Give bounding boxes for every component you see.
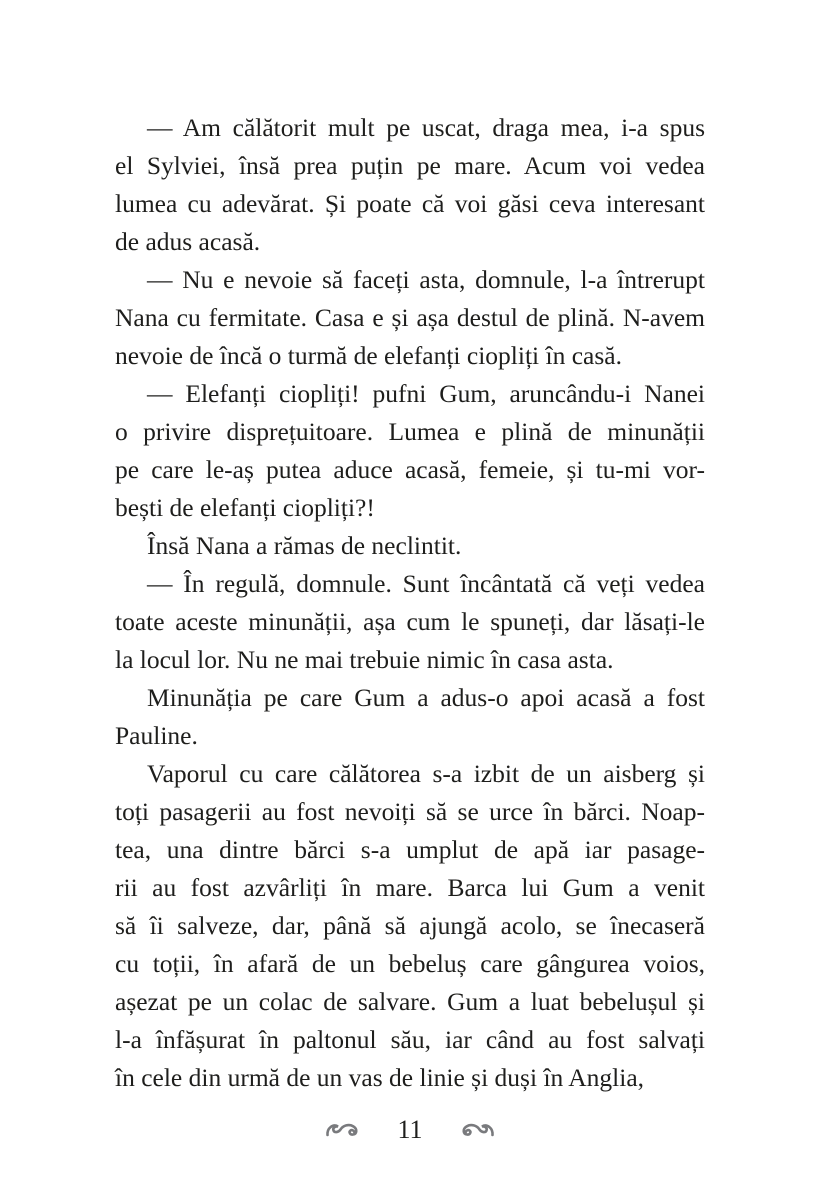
text-line: de adus acasă. bbox=[115, 227, 261, 256]
paragraph bbox=[115, 375, 705, 527]
text-line: la locul lor. Nu ne mai trebuie nimic în casa asta. bbox=[115, 645, 614, 674]
text-line: — În regulă, domnule. Sunt încântată că veți vedea bbox=[147, 569, 705, 598]
text-line: — Elefanți ciopliți! pufni Gum, aruncându-i Nanei bbox=[147, 379, 705, 408]
page-number: 11 bbox=[397, 1115, 423, 1144]
page-text bbox=[115, 109, 705, 1097]
text-line: toți pasagerii au fost nevoiți să se urce în bărci. Noap- bbox=[115, 797, 705, 826]
text-line: să îi salveze, dar, până să ajungă acolo, se înecaseră bbox=[115, 911, 705, 940]
text-line: o privire disprețuitoare. Lumea e plină de minunății bbox=[115, 417, 705, 446]
text-line: pe care le-aș putea aduce acasă, femeie, și tu-mi vor- bbox=[115, 455, 705, 484]
paragraph bbox=[115, 679, 705, 755]
text-line: el Sylviei, însă prea puțin pe mare. Acum voi vedea bbox=[115, 151, 705, 180]
text-line: Însă Nana a rămas de neclintit. bbox=[147, 531, 462, 560]
text-line: Vaporul cu care călătorea s-a izbit de un aisberg și bbox=[147, 759, 705, 788]
text-line: rii au fost azvârliți în mare. Barca lui Gum a venit bbox=[115, 873, 705, 902]
text-line: în cele din urmă de un vas de linie și duși în Anglia, bbox=[115, 1063, 645, 1092]
page-footer bbox=[0, 1112, 820, 1148]
paragraph bbox=[115, 565, 705, 679]
paragraph bbox=[115, 261, 705, 375]
text-line: Nana cu fermitate. Casa e și așa destul de plină. N-avem bbox=[115, 303, 705, 332]
text-line: lumea cu adevărat. Și poate că voi găsi ceva interesant bbox=[115, 189, 705, 218]
text-line: l-a înfășurat în paltonul său, iar când au fost salvați bbox=[115, 1025, 705, 1054]
text-line: toate aceste minunății, așa cum le spuneți, dar lăsați-le bbox=[115, 607, 705, 636]
fleuron-right-icon bbox=[457, 1119, 495, 1141]
text-line: așezat pe un colac de salvare. Gum a luat bebelușul și bbox=[115, 987, 705, 1016]
text-line: Pauline. bbox=[115, 721, 198, 750]
text-line: Minunăția pe care Gum a adus-o apoi acasă a fost bbox=[147, 683, 705, 712]
paragraph bbox=[115, 109, 705, 261]
text-line: tea, una dintre bărci s-a umplut de apă iar pasage- bbox=[115, 835, 705, 864]
text-line: — Nu e nevoie să faceți asta, domnule, l-a întrerupt bbox=[147, 265, 705, 294]
text-line: nevoie de încă o turmă de elefanți ciopliți în casă. bbox=[115, 341, 622, 370]
paragraph bbox=[115, 527, 705, 565]
text-line: cu toții, în afară de un bebeluș care gângurea voios, bbox=[115, 949, 705, 978]
text-line: bești de elefanți ciopliți?! bbox=[115, 493, 375, 522]
text-line: — Am călătorit mult pe uscat, draga mea, i-a spus bbox=[147, 113, 705, 142]
fleuron-left-icon bbox=[325, 1119, 363, 1141]
paragraph bbox=[115, 755, 705, 1097]
